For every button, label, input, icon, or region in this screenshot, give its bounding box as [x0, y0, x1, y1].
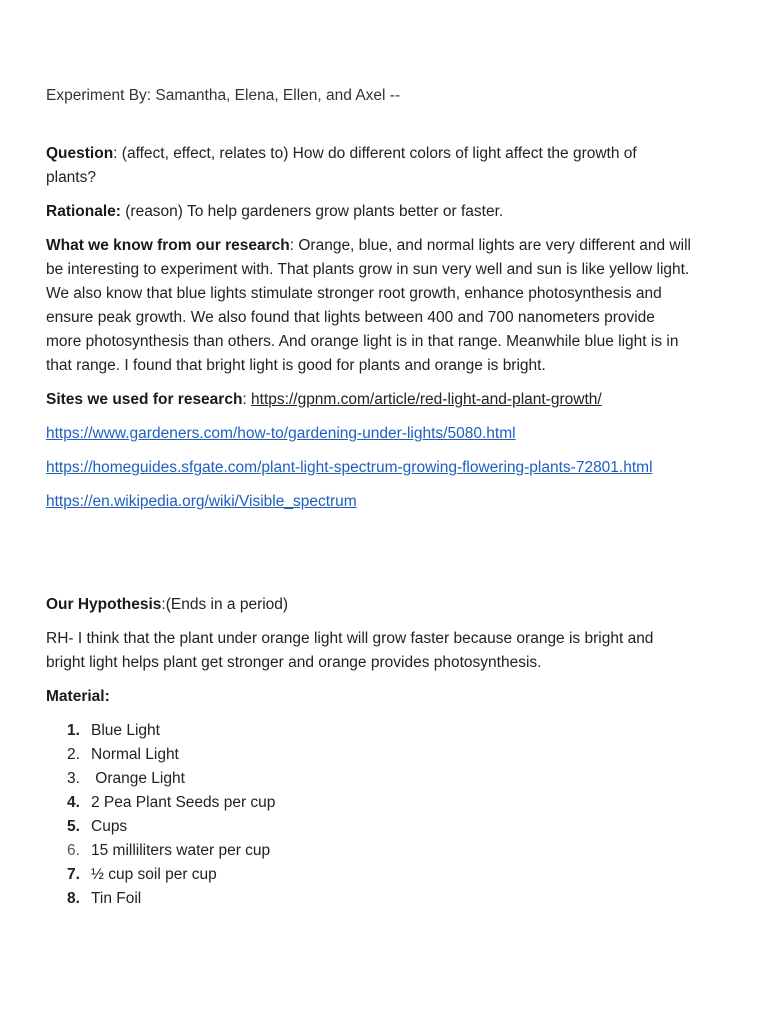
material-list-container: [46, 719, 736, 911]
list-item-text: ½ cup soil per cup: [91, 866, 217, 883]
list-number: 6.: [67, 842, 80, 859]
experiment-by-line: Experiment By: Samantha, Elena, Ellen, and Axel --: [46, 87, 401, 104]
list-number: 4.: [67, 794, 80, 811]
material-label: Material:: [46, 688, 110, 705]
source-link-row: [46, 422, 736, 446]
research-line: more photosynthesis than others. And orange light is in that range. Meanwhile blue light is in: [46, 333, 679, 350]
question-text-cont: plants?: [46, 169, 96, 186]
sites-line: [46, 388, 736, 412]
hypothesis-note: :(Ends in a period): [161, 596, 289, 613]
research-line: We also know that blue lights stimulate stronger root growth, enhance photosynthesis and: [46, 285, 662, 302]
hypothesis-line: RH- I think that the plant under orange light will grow faster because orange is bright and: [46, 630, 654, 647]
source-link-row: [46, 456, 736, 480]
question-label: Question: [46, 145, 114, 162]
source-link-wikipedia[interactable]: https://en.wikipedia.org/wiki/Visible_spectrum: [46, 493, 357, 510]
source-link-sfgate[interactable]: https://homeguides.sfgate.com/plant-light-spectrum-growing-flowering-plants-72801.html: [46, 459, 653, 476]
material-list: [46, 719, 736, 911]
list-item: [46, 767, 736, 791]
sites-colon: :: [242, 391, 252, 408]
list-item: [46, 719, 736, 743]
rationale-text: (reason) To help gardeners grow plants better or faster.: [120, 203, 504, 220]
list-number: 7.: [67, 866, 80, 883]
sites-label: Sites we used for research: [46, 391, 243, 408]
list-number: 3.: [67, 770, 80, 787]
source-link-gpnm[interactable]: https://gpnm.com/article/red-light-and-plant-growth/: [251, 391, 602, 408]
list-item-text: 2 Pea Plant Seeds per cup: [91, 794, 276, 811]
research-line: be interesting to experiment with. That plants grow in sun very well and sun is like yellow light.: [46, 261, 690, 278]
source-link-gardeners[interactable]: https://www.gardeners.com/how-to/gardening-under-lights/5080.html: [46, 425, 516, 442]
list-number: 8.: [67, 890, 80, 907]
list-item-text: Blue Light: [91, 722, 160, 739]
list-item: [46, 887, 736, 911]
research-line: ensure peak growth. We also found that lights between 400 and 700 nanometers provide: [46, 309, 655, 326]
list-item-text: Normal Light: [91, 746, 179, 763]
list-item: [46, 815, 736, 839]
hypothesis-heading: [46, 593, 736, 617]
rationale-paragraph: [46, 200, 736, 224]
list-number: 1.: [67, 722, 80, 739]
list-item: [46, 743, 736, 767]
material-heading: [46, 685, 736, 709]
question-text: : (affect, effect, relates to) How do different colors of light affect the growth of: [113, 145, 637, 162]
list-item: [46, 839, 736, 863]
list-item: [46, 863, 736, 887]
hypothesis-label: Our Hypothesis: [46, 596, 162, 613]
hypothesis-line: bright light helps plant get stronger and orange provides photosynthesis.: [46, 654, 542, 671]
list-number: 5.: [67, 818, 80, 835]
list-item-text: Tin Foil: [91, 890, 142, 907]
list-number: 2.: [67, 746, 80, 763]
research-label: What we know from our research: [46, 237, 290, 254]
question-paragraph: [46, 142, 736, 190]
list-item-text: 15 milliliters water per cup: [91, 842, 271, 859]
hypothesis-paragraph: [46, 627, 736, 675]
rationale-label: Rationale:: [46, 203, 121, 220]
list-item-text: Cups: [91, 818, 128, 835]
research-paragraph: [46, 234, 736, 378]
list-item: [46, 791, 736, 815]
research-line: : Orange, blue, and normal lights are very different and will: [289, 237, 691, 254]
list-item-text: Orange Light: [91, 770, 185, 787]
research-line: that range. I found that bright light is good for plants and orange is bright.: [46, 357, 546, 374]
source-link-row: [46, 490, 736, 514]
